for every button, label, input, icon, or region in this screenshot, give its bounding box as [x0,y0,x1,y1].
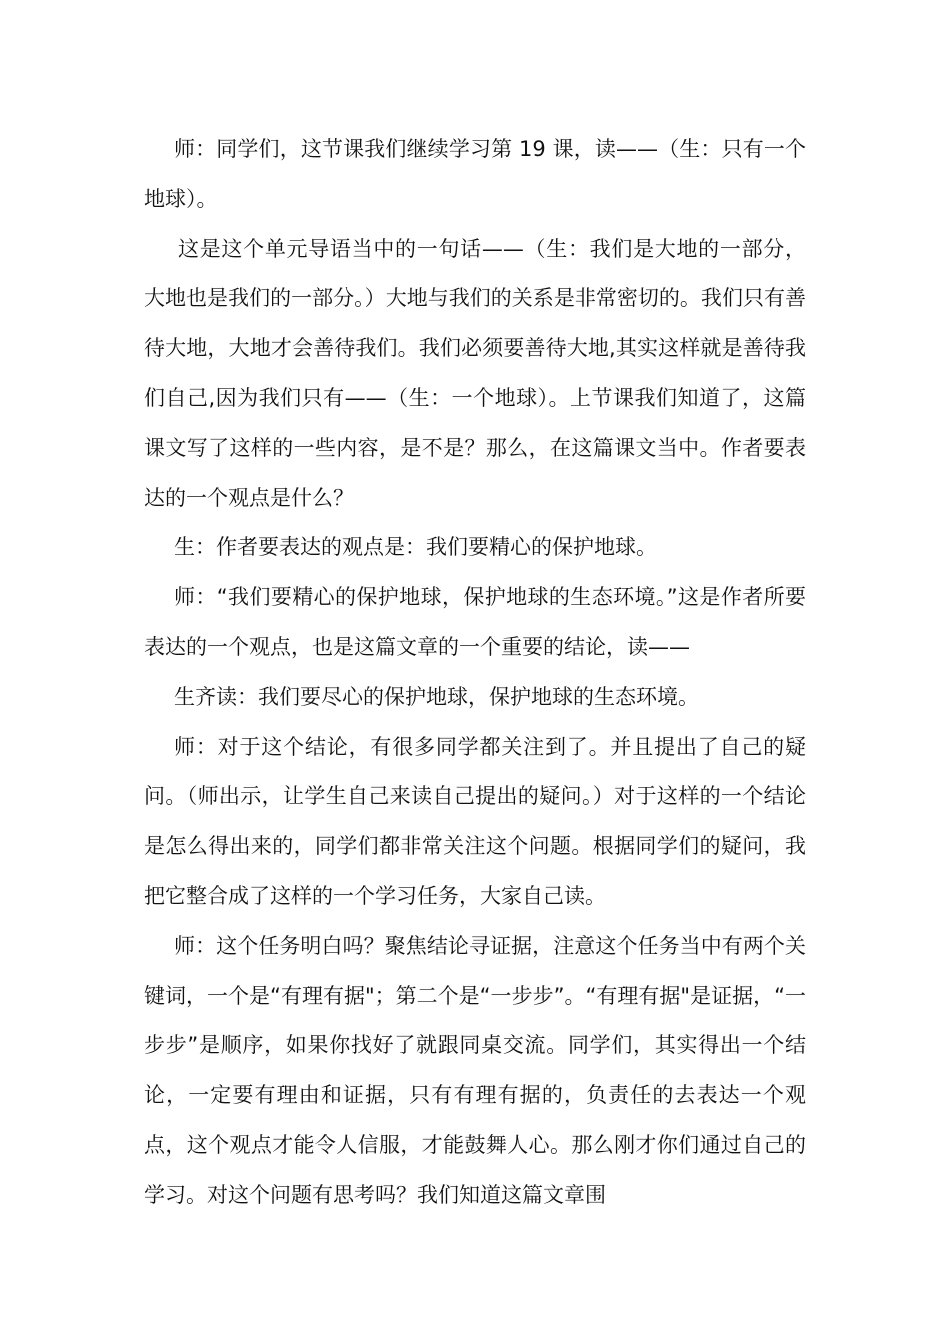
paragraph-7: 师：这个任务明白吗？聚焦结论寻证据，注意这个任务当中有两个关键词，一个是“有理有据"；第二个是“一步步”。“有理有据"是证据，“一步步”是顺序，如果你找好了就跟同桌交流。同学们，其实得出一个结论，一定要有理由和证据，只有有理有据的，负责任的去表达一个观点，这个观点才能令人信服，才能鼓舞人心。那么刚才你们通过自己的学习。对这个问题有思考吗？我们知道这篇文章围 [144,933,806,1207]
paragraph-4: 师：“我们要精心的保护地球，保护地球的生态环境。”这是作者所要表达的一个观点，也是这篇文章的一个重要的结论，读—— [144,585,806,659]
paragraph-2: 这是这个单元导语当中的一句话——（生：我们是大地的一部分，大地也是我们的一部分。）大地与我们的关系是非常密切的。我们只有善待大地，大地才会善待我们。我们必须要善待大地,其实这样就是善待我们自己,因为我们只有——（生：一个地球）。上节课我们知道了，这篇课文写了这样的一些内容，是不是？那么，在这篇课文当中。作者要表达的一个观点是什么？ [144,236,806,510]
paragraph-5: 生齐读：我们要尽心的保护地球，保护地球的生态环境。 [174,684,699,709]
paragraph-6: 师：对于这个结论，有很多同学都关注到了。并且提出了自己的疑问。（师出示，让学生自己来读自己提出的疑问。）对于这样的一个结论是怎么得出来的，同学们都非常关注这个问题。根据同学们的疑问，我把它整合成了这样的一个学习任务，大家自己读。 [144,734,806,908]
paragraph-1: 师：同学们，这节课我们继续学习第 19 课，读——（生：只有一个地球）。 [144,137,806,211]
paragraph-3: 生：作者要表达的观点是：我们要精心的保护地球。 [174,535,657,560]
document-body [144,125,806,1221]
